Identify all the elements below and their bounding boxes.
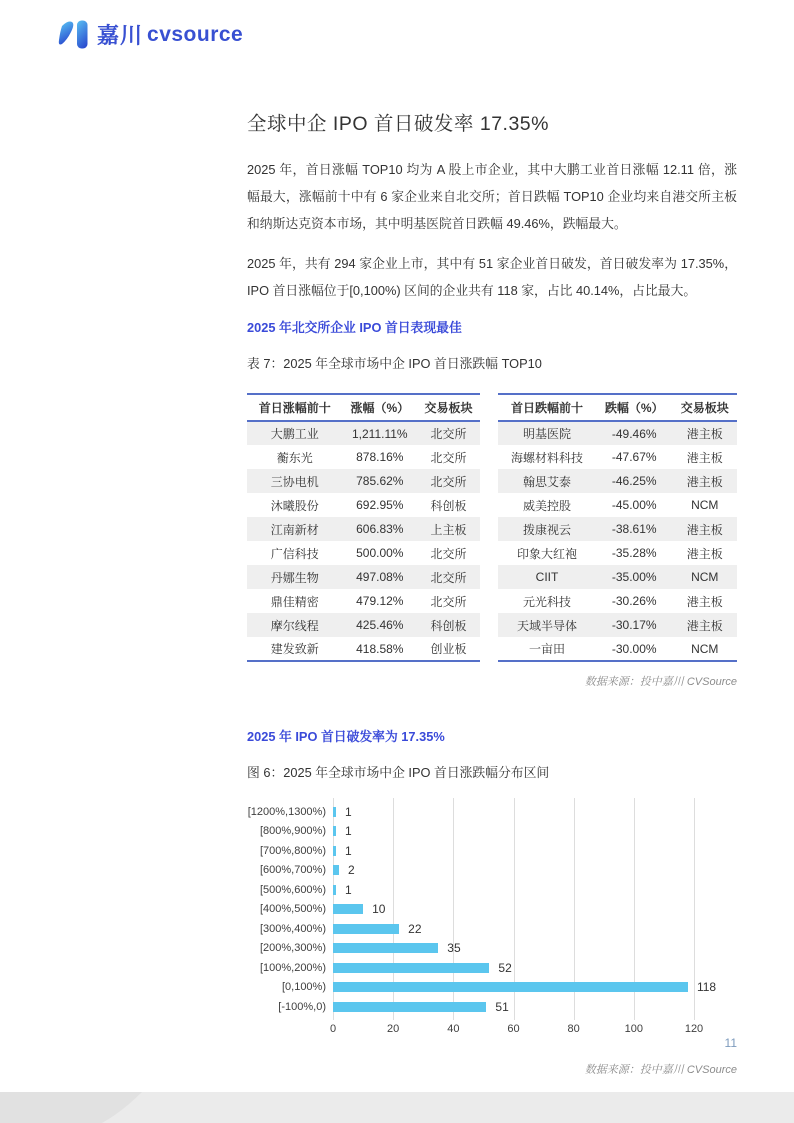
chart-bar-track (333, 880, 694, 900)
table-cell: 港主板 (686, 618, 723, 633)
column-header: 交易板块 (417, 394, 480, 421)
table-cell: -35.00% (611, 570, 657, 584)
chart-bar (333, 826, 336, 836)
x-axis-tick-label: 0 (329, 1022, 337, 1035)
chart-category-label: [-100%,0) (278, 1000, 326, 1013)
chart-category-label: [400%,500%) (259, 903, 326, 916)
column-header: 跌幅（%） (596, 394, 672, 421)
chart-bar-row (247, 978, 737, 998)
page-number: 11 (724, 1036, 737, 1050)
brand-header (57, 19, 243, 50)
x-axis-tick-label: 60 (507, 1022, 520, 1035)
table-row (247, 469, 480, 493)
data-source-note: 数据来源：投中嘉川 CVSource (584, 1063, 737, 1076)
table-cell: 418.58% (356, 641, 404, 656)
brand-name-cn: 嘉川 (97, 23, 144, 48)
chart-bar-track (333, 802, 694, 822)
chart-bar (333, 865, 339, 875)
table-cell: -38.61% (611, 522, 657, 536)
chart-bar-track (333, 939, 694, 959)
table-cell: -49.46% (611, 426, 657, 441)
x-axis-tick-label: 80 (567, 1022, 580, 1035)
table-cell: -47.67% (611, 450, 657, 464)
distribution-bar-chart (247, 802, 737, 1039)
data-source-note: 数据来源：投中嘉川 CVSource (584, 676, 737, 688)
chart-bar (333, 846, 336, 856)
chart-value-label: 1 (345, 824, 352, 839)
chart-bar-row (247, 841, 737, 861)
table-cell: 拨康视云 (522, 522, 571, 537)
x-axis-tick-label: 20 (387, 1022, 400, 1035)
table-cell: 蘅东光 (276, 450, 313, 465)
chart-bar-track (333, 822, 694, 842)
table-row (498, 589, 737, 613)
chart-bar-row (247, 919, 737, 939)
chart-bar (333, 885, 336, 895)
column-header: 首日涨幅前十 (247, 394, 343, 421)
table-cell: 北交所 (430, 594, 467, 609)
chart-bar (333, 807, 336, 817)
table-cell: NCM (691, 641, 719, 656)
x-axis-tick-label: 100 (624, 1022, 644, 1035)
chart-bar-track (333, 997, 694, 1017)
table-cell: 港主板 (686, 450, 723, 465)
table-cell: 479.12% (356, 594, 404, 608)
paragraph-summary-breakrate: 2025 年，共有 294 家企业上市，其中有 51 家企业首日破发，首日破发率为 17.35%，IPO 首日涨幅位于[0,100%) 区间的企业共有 118 家，占比 40.14%，占比最大。 (247, 256, 737, 298)
report-content (247, 108, 737, 1077)
chart-bar-row (247, 939, 737, 959)
table-row (498, 613, 737, 637)
chart-bar-row (247, 802, 737, 822)
table-row (247, 445, 480, 469)
table-cell: -46.25% (611, 474, 657, 488)
table-row (498, 445, 737, 469)
chart-value-label: 51 (495, 999, 509, 1014)
chart-category-label: [800%,900%) (259, 825, 326, 838)
chart-bar-row (247, 861, 737, 881)
table-cell: 科创板 (430, 498, 467, 513)
table-cell: CIIT (535, 570, 559, 584)
chart-bar-track (333, 900, 694, 920)
chart-bar-track (333, 861, 694, 881)
chart-bar (333, 904, 363, 914)
table-row (247, 517, 480, 541)
chart-bar-row (247, 880, 737, 900)
table-cell: 印象大红袍 (516, 546, 577, 561)
table-row (247, 589, 480, 613)
losers-table (498, 393, 737, 662)
column-header: 交易板块 (672, 394, 737, 421)
table-cell: 威美控股 (522, 498, 571, 513)
chart-bar (333, 982, 688, 992)
column-header: 涨幅（%） (343, 394, 418, 421)
chart-category-label: [700%,800%) (259, 844, 326, 857)
chart-value-label: 118 (696, 980, 717, 995)
table-cell: 692.95% (356, 498, 404, 512)
footer-accent-shape (0, 1092, 160, 1123)
chart-category-label: [300%,400%) (259, 922, 326, 935)
table-cell: 科创板 (430, 618, 467, 633)
section-heading-breakrate: 2025 年 IPO 首日破发率为 17.35% (247, 729, 445, 744)
brand-name-en: cvsource (147, 22, 244, 46)
table-cell: 500.00% (356, 546, 404, 560)
table-cell: 港主板 (686, 522, 723, 537)
chart-category-label: [100%,200%) (259, 961, 326, 974)
cvsource-logo-icon (57, 19, 93, 50)
table-cell: 港主板 (686, 546, 723, 561)
chart-value-label: 22 (408, 921, 422, 936)
chart-bar-track (333, 841, 694, 861)
table-cell: NCM (691, 498, 719, 512)
chart-category-label: [200%,300%) (259, 942, 326, 955)
table-cell: -30.00% (611, 641, 657, 656)
table-row (247, 493, 480, 517)
chart-value-label: 52 (498, 960, 512, 975)
table-cell: 创业板 (430, 642, 467, 656)
chart-bar-row (247, 997, 737, 1017)
chart-bar (333, 1002, 486, 1012)
table-cell: -30.17% (611, 618, 657, 632)
table-cell: 建发致新 (270, 642, 319, 656)
table-cell: 北交所 (430, 450, 467, 465)
table-cell: 北交所 (430, 546, 467, 561)
table-row (247, 541, 480, 565)
table-caption: 表 7：2025 年全球市场中企 IPO 首日涨跌幅 TOP10 (247, 356, 542, 371)
table-row (498, 421, 737, 445)
table-cell: 1,211.11% (351, 426, 408, 441)
chart-bar (333, 943, 438, 953)
chart-value-label: 1 (345, 843, 352, 858)
chart-bar (333, 924, 399, 934)
table-cell: 鼎佳精密 (270, 594, 319, 609)
chart-x-axis (329, 1017, 704, 1039)
chart-bar-track (333, 978, 717, 998)
table-header-row (498, 394, 737, 421)
table-cell: 海螺材料科技 (510, 450, 583, 465)
figure-caption: 图 6：2025 年全球市场中企 IPO 首日涨跌幅分布区间 (247, 765, 550, 780)
table-cell: 明基医院 (522, 427, 571, 441)
table-cell: 北交所 (430, 570, 467, 585)
chart-value-label: 1 (345, 804, 352, 819)
table-row (247, 565, 480, 589)
paragraph-summary-top10: 2025 年，首日涨幅 TOP10 均为 A 股上市企业，其中大鹏工业首日涨幅 12.11 倍，涨幅最大，涨幅前十中有 6 家企业来自北交所；首日跌幅 TOP10 企业均来自港交所主板和纳斯达克资本市场，其中明基医院首日跌幅 49.46%，跌幅最大。 (247, 162, 737, 231)
table-cell: 沐曦股份 (270, 498, 319, 513)
chart-category-label: [1200%,1300%) (247, 805, 326, 818)
chart-category-label: [500%,600%) (259, 883, 326, 896)
table-row (498, 541, 737, 565)
x-axis-tick-label: 40 (447, 1022, 460, 1035)
table-cell: 上主板 (430, 522, 467, 537)
table-cell: 翰思艾泰 (522, 474, 571, 489)
x-axis-tick-label: 120 (684, 1022, 704, 1035)
chart-bar-row (247, 900, 737, 920)
table-row (498, 637, 737, 661)
table-cell: -30.26% (611, 594, 657, 608)
gainers-table (247, 393, 480, 662)
table-cell: 785.62% (356, 474, 404, 488)
chart-bar-track (333, 919, 694, 939)
table-cell: 港主板 (686, 427, 723, 441)
table-cell: 三协电机 (270, 474, 319, 489)
chart-bar-row (247, 958, 737, 978)
page-title: 全球中企 IPO 首日破发率 17.35% (247, 113, 549, 135)
table-cell: 878.16% (356, 450, 404, 464)
table-cell: 一亩田 (528, 642, 565, 656)
table-row (247, 613, 480, 637)
table-cell: 港主板 (686, 594, 723, 609)
table-cell: 摩尔线程 (270, 618, 319, 633)
chart-bar-row (247, 822, 737, 842)
section-heading-bse-best: 2025 年北交所企业 IPO 首日表现最佳 (247, 320, 462, 335)
table-cell: 425.46% (356, 618, 404, 632)
table-cell: 江南新材 (270, 522, 319, 537)
table-row (498, 517, 737, 541)
column-header: 首日跌幅前十 (498, 394, 596, 421)
chart-value-label: 1 (345, 882, 352, 897)
chart-bar (333, 963, 489, 973)
table-cell: NCM (691, 570, 719, 584)
table-cell: 天域半导体 (516, 618, 577, 633)
table-cell: -35.28% (611, 546, 657, 560)
chart-value-label: 10 (372, 902, 386, 917)
table-cell: 港主板 (686, 474, 723, 489)
table-row (498, 565, 737, 589)
table-cell: 北交所 (430, 427, 467, 441)
table-cell: 497.08% (356, 570, 404, 584)
table-header-row (247, 394, 480, 421)
footer-bar (0, 1092, 794, 1123)
chart-value-label: 2 (348, 863, 355, 878)
table-cell: -45.00% (611, 498, 657, 512)
table-row (247, 637, 480, 661)
table-row (498, 469, 737, 493)
table-cell: 丹娜生物 (270, 570, 319, 585)
top10-tables (247, 393, 737, 662)
chart-category-label: [600%,700%) (259, 864, 326, 877)
table-cell: 元光科技 (522, 594, 571, 609)
table-cell: 广信科技 (270, 546, 319, 561)
chart-bar-track (333, 958, 694, 978)
table-cell: 大鹏工业 (270, 427, 319, 441)
table-cell: 北交所 (430, 474, 467, 489)
table-row (247, 421, 480, 445)
chart-category-label: [0,100%) (281, 981, 326, 994)
chart-value-label: 35 (447, 941, 461, 956)
table-cell: 606.83% (356, 522, 404, 536)
table-row (498, 493, 737, 517)
